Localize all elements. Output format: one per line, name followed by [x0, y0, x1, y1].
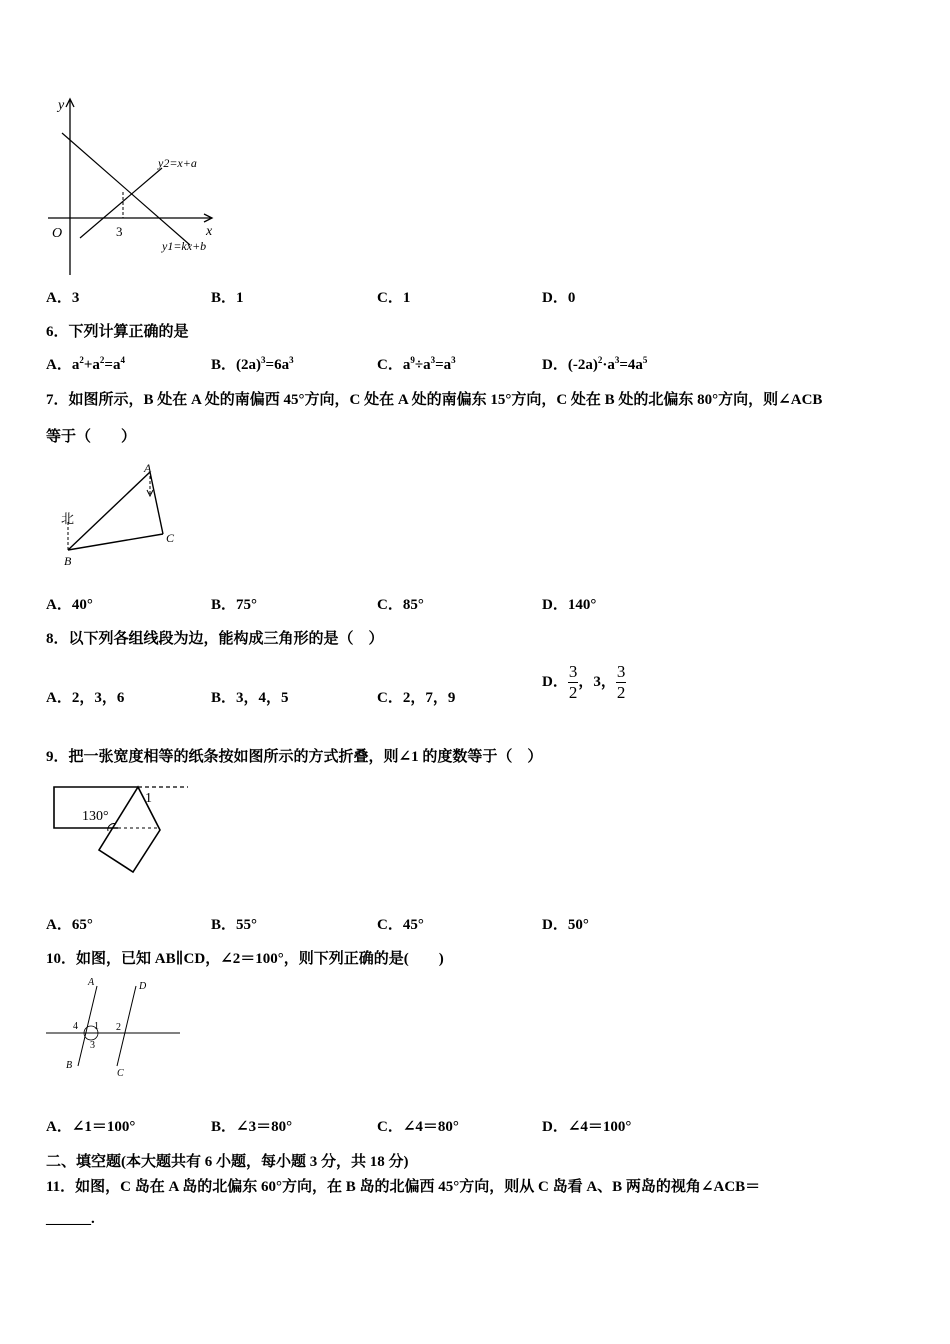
q7-stem-line2: 等于（ ） — [46, 429, 137, 445]
q10-option-d: D．∠4＝100° — [542, 1119, 632, 1135]
q11-blank: ______. — [46, 1211, 95, 1227]
q9-angle1-label: 1 — [145, 791, 152, 806]
q8-fraction-1-den: 2 — [568, 683, 578, 702]
q10-option-c: C．∠4＝80° — [377, 1119, 459, 1135]
q8-fraction-1 — [568, 662, 579, 703]
q10-figure — [42, 976, 187, 1081]
q9-option-d: D．50° — [542, 917, 589, 933]
q10-option-a: A．∠1＝100° — [46, 1119, 136, 1135]
q5-tick-label: 3 — [116, 224, 123, 239]
q8-option-c: C．2，7，9 — [377, 690, 456, 706]
q10-point-d: D — [139, 981, 147, 992]
q8-fraction-1-num: 3 — [568, 662, 578, 681]
q8-option-d-sep: ，3， — [578, 673, 616, 690]
q10-angle-3: 3 — [90, 1040, 95, 1051]
q10-option-b: B．∠3＝80° — [211, 1119, 293, 1135]
q9-stem: 9．把一张宽度相等的纸条按如图所示的方式折叠，则∠1 的度数等于（ ） — [46, 749, 543, 765]
q7-option-b: B．75° — [211, 597, 258, 613]
q8-option-b: B．3，4，5 — [211, 690, 289, 706]
q10-stem: 10．如图，已知 AB∥CD，∠2＝100°，则下列正确的是( ) — [46, 951, 444, 967]
q11-stem: 11．如图，C 岛在 A 岛的北偏东 60°方向，在 B 岛的北偏西 45°方向，则从 C 岛看 A、B 两岛的视角∠ACB＝ — [46, 1179, 761, 1195]
q10-point-c: C — [117, 1068, 124, 1079]
q9-option-b: B．55° — [211, 917, 258, 933]
q7-figure — [55, 462, 195, 572]
q7-north-label: 北 — [61, 511, 75, 526]
q7-point-a: A — [144, 461, 152, 475]
q10-point-a: A — [88, 977, 95, 988]
q7-stem-line1: 7．如图所示，B 处在 A 处的南偏西 45°方向，C 处在 A 处的南偏东 15°方向，C 处在 B 处的北偏东 80°方向，则∠ACB — [46, 392, 823, 408]
q6-option-a: A．$a^2+a^2=a^4$ — [46, 355, 125, 373]
q8-fraction-2-den: 2 — [616, 683, 626, 702]
q6-option-b-letter: B． — [211, 357, 237, 373]
q7-point-c: C — [166, 531, 175, 545]
q5-option-a: A．3 — [46, 290, 80, 306]
q7-point-b: B — [64, 554, 72, 568]
q5-option-d: D．0 — [542, 290, 576, 306]
q8-fraction-2 — [616, 662, 627, 703]
q5-x-axis-label: x — [206, 224, 213, 239]
q5-line1-label: y1=kx+b — [162, 239, 207, 253]
q6-option-c-letter: C． — [377, 357, 403, 373]
q5-option-b: B．1 — [211, 290, 244, 306]
q7-option-d: D．140° — [542, 597, 597, 613]
q5-option-c: C．1 — [377, 290, 411, 306]
q8-option-d — [542, 662, 626, 703]
q5-origin-label: O — [52, 226, 63, 241]
q6-option-c: C．$a^9\div a^3=a^3$ — [377, 355, 456, 373]
section2-heading: 二、填空题(本大题共有 6 小题，每小题 3 分，共 18 分) — [46, 1154, 409, 1170]
q5-y-axis-label: y — [58, 98, 65, 113]
q6-option-d-letter: D． — [542, 357, 568, 373]
q7-option-c: C．85° — [377, 597, 424, 613]
q10-angle-4: 4 — [73, 1021, 78, 1032]
q9-angle-label: 130° — [82, 809, 109, 824]
q8-fraction-2-num: 3 — [616, 662, 626, 681]
q10-angle-2: 2 — [116, 1022, 121, 1033]
q8-option-d-letter: D． — [542, 673, 568, 690]
q8-option-a: A．2，3，6 — [46, 690, 125, 706]
q6-option-b: B．$(2a)^3=6a^3$ — [211, 355, 294, 373]
q10-angle-1: 1 — [94, 1021, 99, 1032]
q10-point-b: B — [66, 1060, 73, 1071]
q8-stem: 8．以下列各组线段为边，能构成三角形的是（ ） — [46, 631, 384, 647]
q6-stem: 6．下列计算正确的是 — [46, 324, 189, 340]
q5-graph — [40, 95, 230, 280]
q6-option-d: D．$(-2a)^2\cdot a^3=4a^5$ — [542, 355, 648, 373]
q9-option-c: C．45° — [377, 917, 424, 933]
q6-option-a-letter: A． — [46, 357, 72, 373]
q5-line2-label: y2=x+a — [158, 156, 197, 170]
q7-option-a: A．40° — [46, 597, 93, 613]
q9-option-a: A．65° — [46, 917, 93, 933]
q9-figure — [50, 782, 195, 877]
